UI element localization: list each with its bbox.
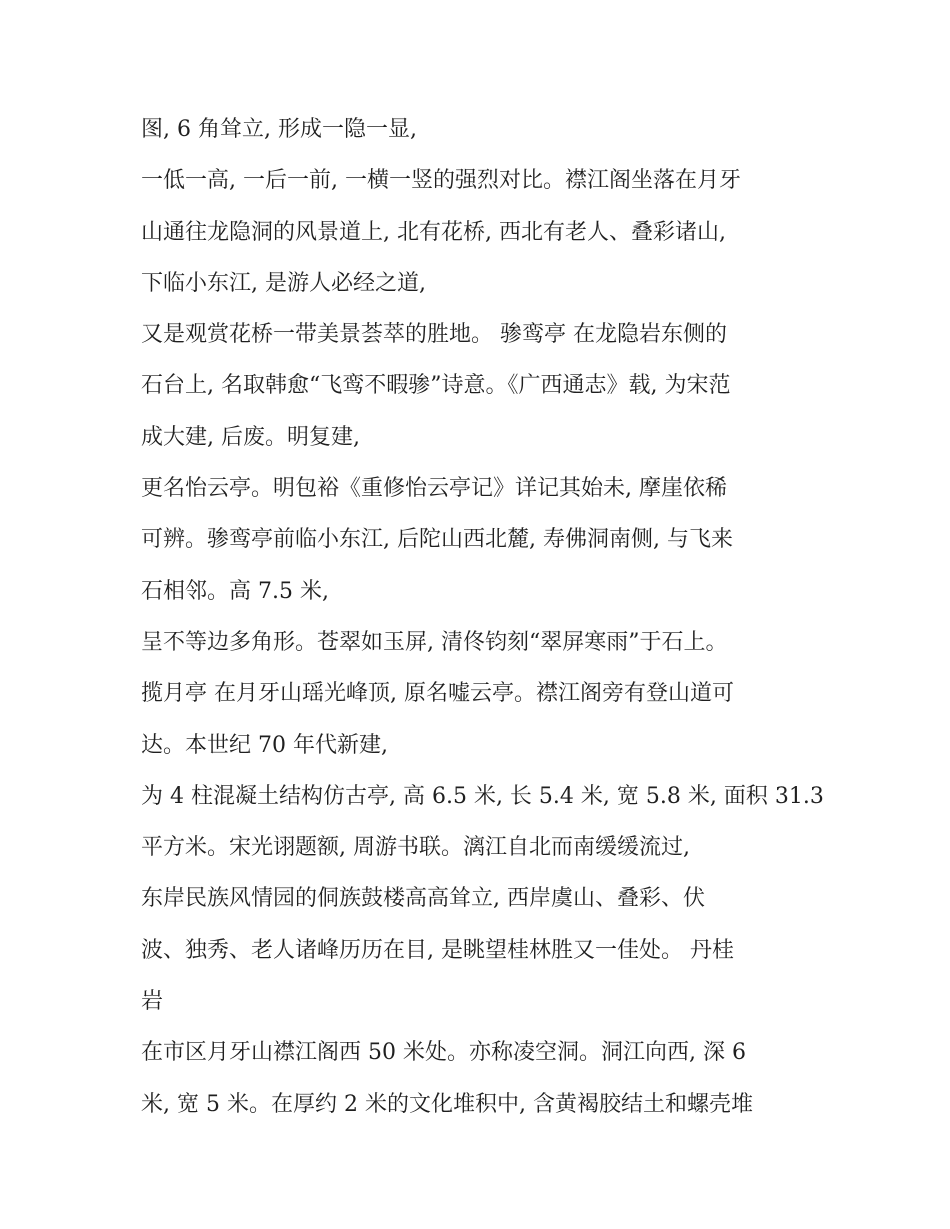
text-line: 下临小东江, 是游人必经之道, <box>141 270 426 296</box>
text-line: 平方米。宋光诩题额, 周游书联。漓江自北而南缓缓流过, <box>141 835 690 861</box>
text-line: 一低一高, 一后一前, 一横一竖的强烈对比。襟江阁坐落在月牙 <box>141 168 741 194</box>
text-line: 米, 宽 5 米。在厚约 2 米的文化堆积中, 含黄褐胶结土和螺壳堆 <box>141 1091 753 1117</box>
text-line: 成大建, 后废。明复建, <box>141 424 360 450</box>
text-line: 图, 6 角耸立, 形成一隐一显, <box>141 117 417 142</box>
text-line: 石台上, 名取韩愈“飞鸾不暇骖”诗意。《广西通志》载, 为宋范 <box>141 373 731 399</box>
text-line: 呈不等边多角形。苍翠如玉屏, 清佟钧刻“翠屏寒雨”于石上。 <box>141 629 728 655</box>
text-line: 揽月亭 在月牙山瑶光峰顶, 原名嘘云亭。襟江阁旁有登山道可 <box>141 681 734 707</box>
text-line: 为 4 柱混凝土结构仿古亭, 高 6.5 米, 长 5.4 米, 宽 5.8 米, 面积 31.3 <box>141 783 824 809</box>
text-line: 达。本世纪 70 年代新建, <box>141 732 388 758</box>
text-line: 石相邻。高 7.5 米, <box>141 578 329 604</box>
text-line: 在市区月牙山襟江阁西 50 米处。亦称凌空洞。洞江向西, 深 6 <box>141 1040 746 1066</box>
text-line: 更名怡云亭。明包裕《重修怡云亭记》详记其始未, 摩崖依稀 <box>141 476 727 502</box>
text-line: 波、独秀、老人诸峰历历在目, 是眺望桂林胜又一佳处。 丹桂 <box>141 937 734 963</box>
text-line: 可辨。骖鸾亭前临小东江, 后陀山西北麓, 寿佛洞南侧, 与飞来 <box>141 527 733 553</box>
body-text <box>141 108 824 1134</box>
text-line: 岩 <box>141 989 164 1015</box>
text-line: 东岸民族风情园的侗族鼓楼高高耸立, 西岸虞山、叠彩、伏 <box>141 886 705 912</box>
text-line: 山通往龙隐洞的风景道上, 北有花桥, 西北有老人、叠彩诸山, <box>141 219 726 245</box>
text-line: 又是观赏花桥一带美景荟萃的胜地。 骖鸾亭 在龙隐岩东侧的 <box>141 322 727 348</box>
